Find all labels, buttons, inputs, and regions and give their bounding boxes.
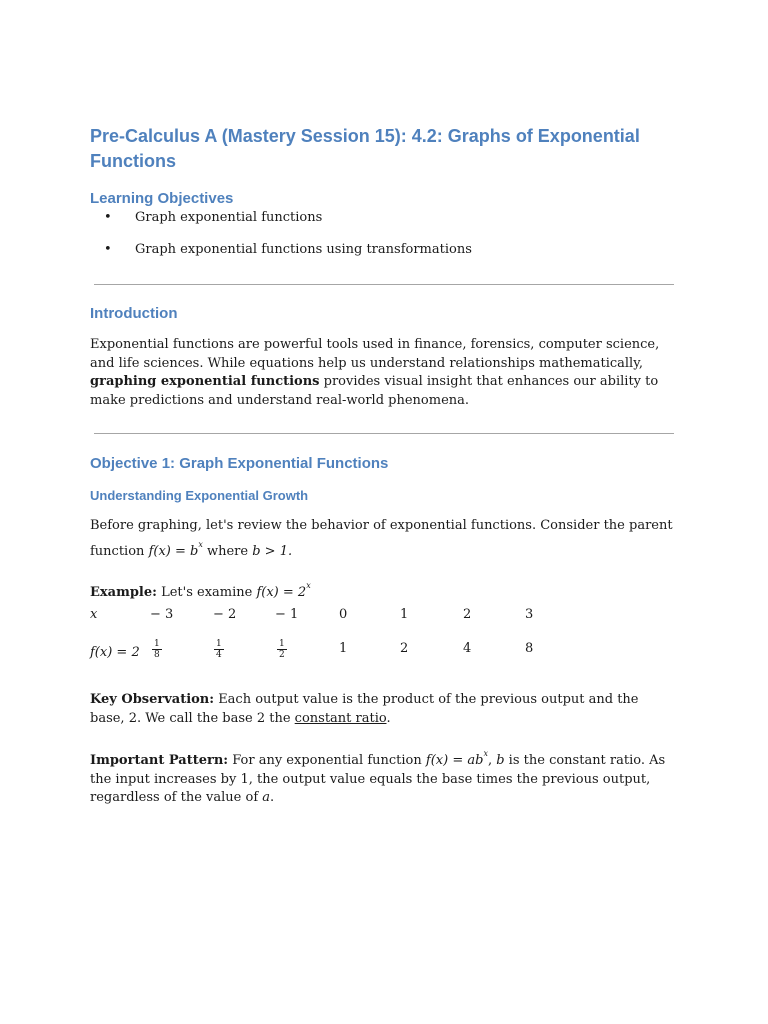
para-text: is the constant ratio. As the input increases by 1, the output value equals the base times the previous output, regardless of the value of [90, 753, 666, 805]
divider [94, 284, 674, 285]
intro-text-after: provides visual insight that enhances our ability to make predictions and understand real-world phenomena. [90, 374, 659, 408]
para-text: Each output value is the product of the previous output and the base, 2. We call the base 2 the [90, 692, 639, 726]
table-cell: 1 [339, 641, 348, 656]
math-expression: f(x) = 2 [256, 585, 307, 600]
objective1-heading: Objective 1: Graph Exponential Functions [90, 455, 389, 472]
table-cell: − 1 [275, 607, 299, 622]
constant-ratio-term: constant ratio [294, 710, 387, 726]
table-cell: 2 [463, 607, 472, 622]
math-expression: b > 1. [252, 543, 293, 559]
pattern-label: Important Pattern: [90, 753, 229, 768]
math-expression: b [496, 753, 505, 768]
frac-num: 1 [216, 639, 222, 649]
frac-num: 1 [279, 639, 285, 649]
fraction-cell [277, 639, 287, 660]
table-cell: − 2 [213, 607, 237, 622]
para-text: For any exponential function [228, 753, 426, 768]
frac-den: 4 [216, 650, 222, 660]
para-text: , [487, 753, 497, 768]
para-text: Before graphing, let's review the behavior of exponential functions. Consider the parent function [90, 518, 673, 559]
x-label: x [90, 607, 98, 622]
f-label: f(x) = 2 [90, 645, 140, 660]
fraction-cell [152, 639, 162, 660]
para-text: Let's examine [156, 585, 257, 600]
page-title: Pre-Calculus A (Mastery Session 15): 4.2: Graphs of Exponential Functions [90, 126, 640, 171]
objectives-list [90, 208, 472, 272]
table-cell: 1 [400, 607, 409, 622]
para-text: . [386, 710, 391, 726]
exponent: x [306, 581, 311, 590]
parent-function-paragraph [90, 517, 676, 561]
key-label: Key Observation: [90, 692, 215, 707]
table-cell: 2 [400, 641, 409, 656]
list-item: • Graph exponential functions [90, 208, 472, 240]
learning-objectives-heading: Learning Objectives [90, 190, 234, 207]
objective1-subheading: Understanding Exponential Growth [90, 488, 309, 503]
table-cell: 0 [339, 607, 348, 622]
para-text: . [270, 790, 275, 805]
math-expression: f(x) = ab [425, 753, 484, 768]
introduction-paragraph [90, 336, 676, 410]
example-label: Example: [90, 585, 157, 600]
key-observation-paragraph [90, 691, 676, 728]
math-expression: f(x) = b [148, 543, 199, 559]
math-expression: a [262, 790, 271, 805]
example-line [90, 577, 676, 603]
introduction-heading: Introduction [90, 305, 178, 322]
intro-text: Exponential functions are powerful tools used in finance, forensics, computer science, and life sciences. While equations help us understand relationships mathematically, [90, 337, 660, 371]
intro-bold: graphing exponential functions [90, 374, 320, 389]
para-text: where [202, 543, 253, 559]
divider [94, 433, 674, 434]
exponent: x [198, 539, 203, 549]
table-cell: 4 [463, 641, 472, 656]
frac-den: 2 [279, 650, 285, 660]
frac-num: 1 [154, 639, 160, 649]
table-cell: 3 [525, 607, 534, 622]
important-pattern-paragraph [90, 745, 676, 808]
table-cell: − 3 [150, 607, 174, 622]
exponent: x [483, 749, 488, 758]
frac-den: 8 [154, 650, 160, 660]
table-cell: 8 [525, 641, 534, 656]
fraction-cell [214, 639, 224, 660]
list-item: • Graph exponential functions using transformations [90, 240, 472, 272]
